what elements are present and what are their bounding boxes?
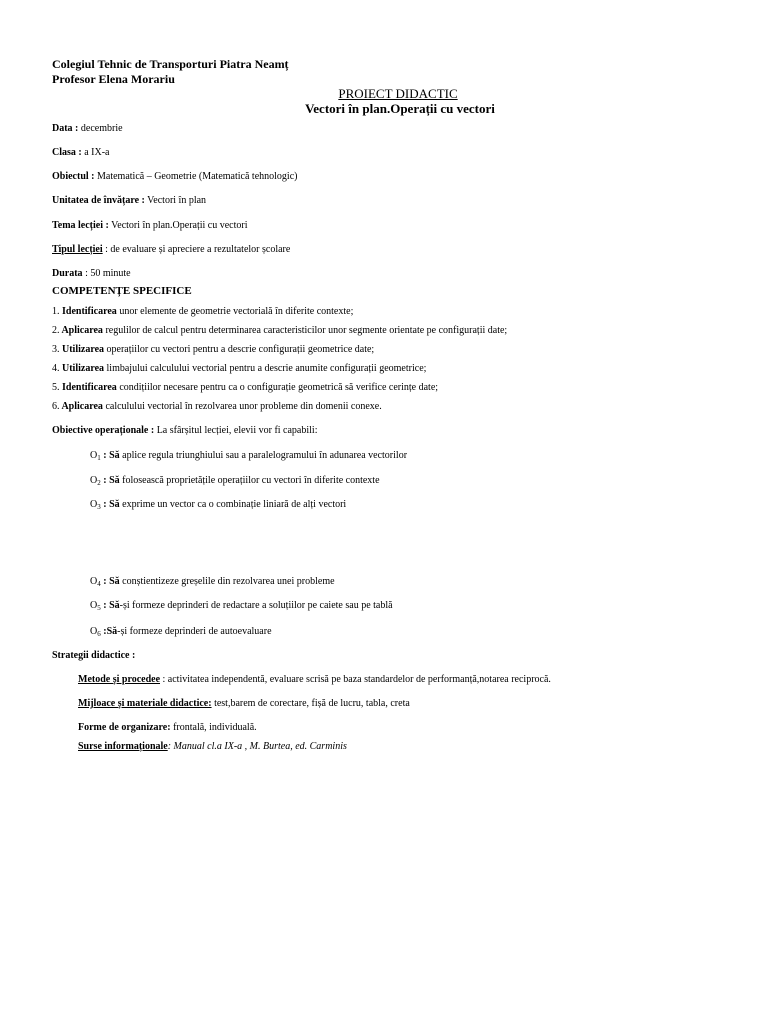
strategy-item: Metode și procedee : activitatea independentă, evaluare scrisă pe baza standardelor de performanță,notarea reciprocă. (78, 674, 551, 685)
competences-heading: COMPETENȚE SPECIFICE (52, 285, 192, 297)
competence-item: 6. Aplicarea calculului vectorial în rezolvarea unor probleme din domenii conexe. (52, 401, 382, 412)
objectives-intro: Obiective operaționale : La sfârșitul lecției, elevii vor fi capabili: (52, 425, 318, 436)
field-date: Data : decembrie (52, 123, 123, 134)
field-class: Clasa : a IX-a (52, 147, 110, 158)
objective-item: $O_1$ : Să aplice regula triunghiului sau a paralelogramului în adunarea vectorilor (90, 450, 408, 462)
objective-item: $O_2$ : Să folosească proprietățile operațiilor cu vectori în diferite contexte (90, 475, 380, 487)
competence-item: 4. Utilizarea limbajului calculului vectorial pentru a descrie anumite configurații geometrice; (52, 363, 427, 374)
strategies-heading: Strategii didactice : (52, 650, 136, 661)
school-name: Colegiul Tehnic de Transporturi Piatra Neamț (52, 57, 289, 71)
document-subtitle: Vectori în plan.Operații cu vectori (305, 101, 495, 116)
teacher-name: Profesor Elena Morariu (52, 72, 175, 86)
field-lesson-type: Tipul lecției : de evaluare și apreciere a rezultatelor școlare (52, 244, 291, 255)
field-duration: Durata : 50 minute (52, 268, 131, 279)
competence-item: 2. Aplicarea regulilor de calcul pentru determinarea caracteristicilor unor segmente orientate pe configurații date; (52, 325, 508, 336)
objective-item: $O_6$ :Să-și formeze deprinderi de autoevaluare (90, 626, 272, 638)
field-subject: Obiectul : Matematică – Geometrie (Matematică tehnologic) (52, 171, 298, 182)
strategy-item: Forme de organizare: frontală, individuală. (78, 722, 257, 733)
objective-item: $O_3$ : Să exprime un vector ca o combinație liniară de alți vectori (90, 499, 347, 511)
field-learning-unit: Unitatea de învățare : Vectori în plan (52, 195, 207, 206)
competence-item: 1. Identificarea unor elemente de geometrie vectorială în diferite contexte; (52, 306, 354, 317)
objective-item: $O_5$ : Să-și formeze deprinderi de redactare a soluțiilor pe caiete sau pe tablă (90, 600, 393, 612)
competence-item: 3. Utilizarea operațiilor cu vectori pentru a descrie configurații geometrice date; (52, 344, 375, 355)
strategy-item: Surse informaționale: Manual cl.a IX-a , M. Burtea, ed. Carminis (78, 741, 347, 752)
strategy-item: Mijloace și materiale didactice: test,barem de corectare, fișă de lucru, tabla, creta (78, 698, 410, 709)
field-lesson-topic: Tema lecției : Vectori în plan.Operații cu vectori (52, 220, 248, 231)
document-title: PROIECT DIDACTIC (338, 86, 458, 101)
objective-item: $O_4$ : Să conștientizeze greșelile din rezolvarea unei probleme (90, 576, 335, 588)
competence-item: 5. Identificarea condițiilor necesare pentru ca o configurație geometrică să verifice cerințe date; (52, 382, 439, 393)
